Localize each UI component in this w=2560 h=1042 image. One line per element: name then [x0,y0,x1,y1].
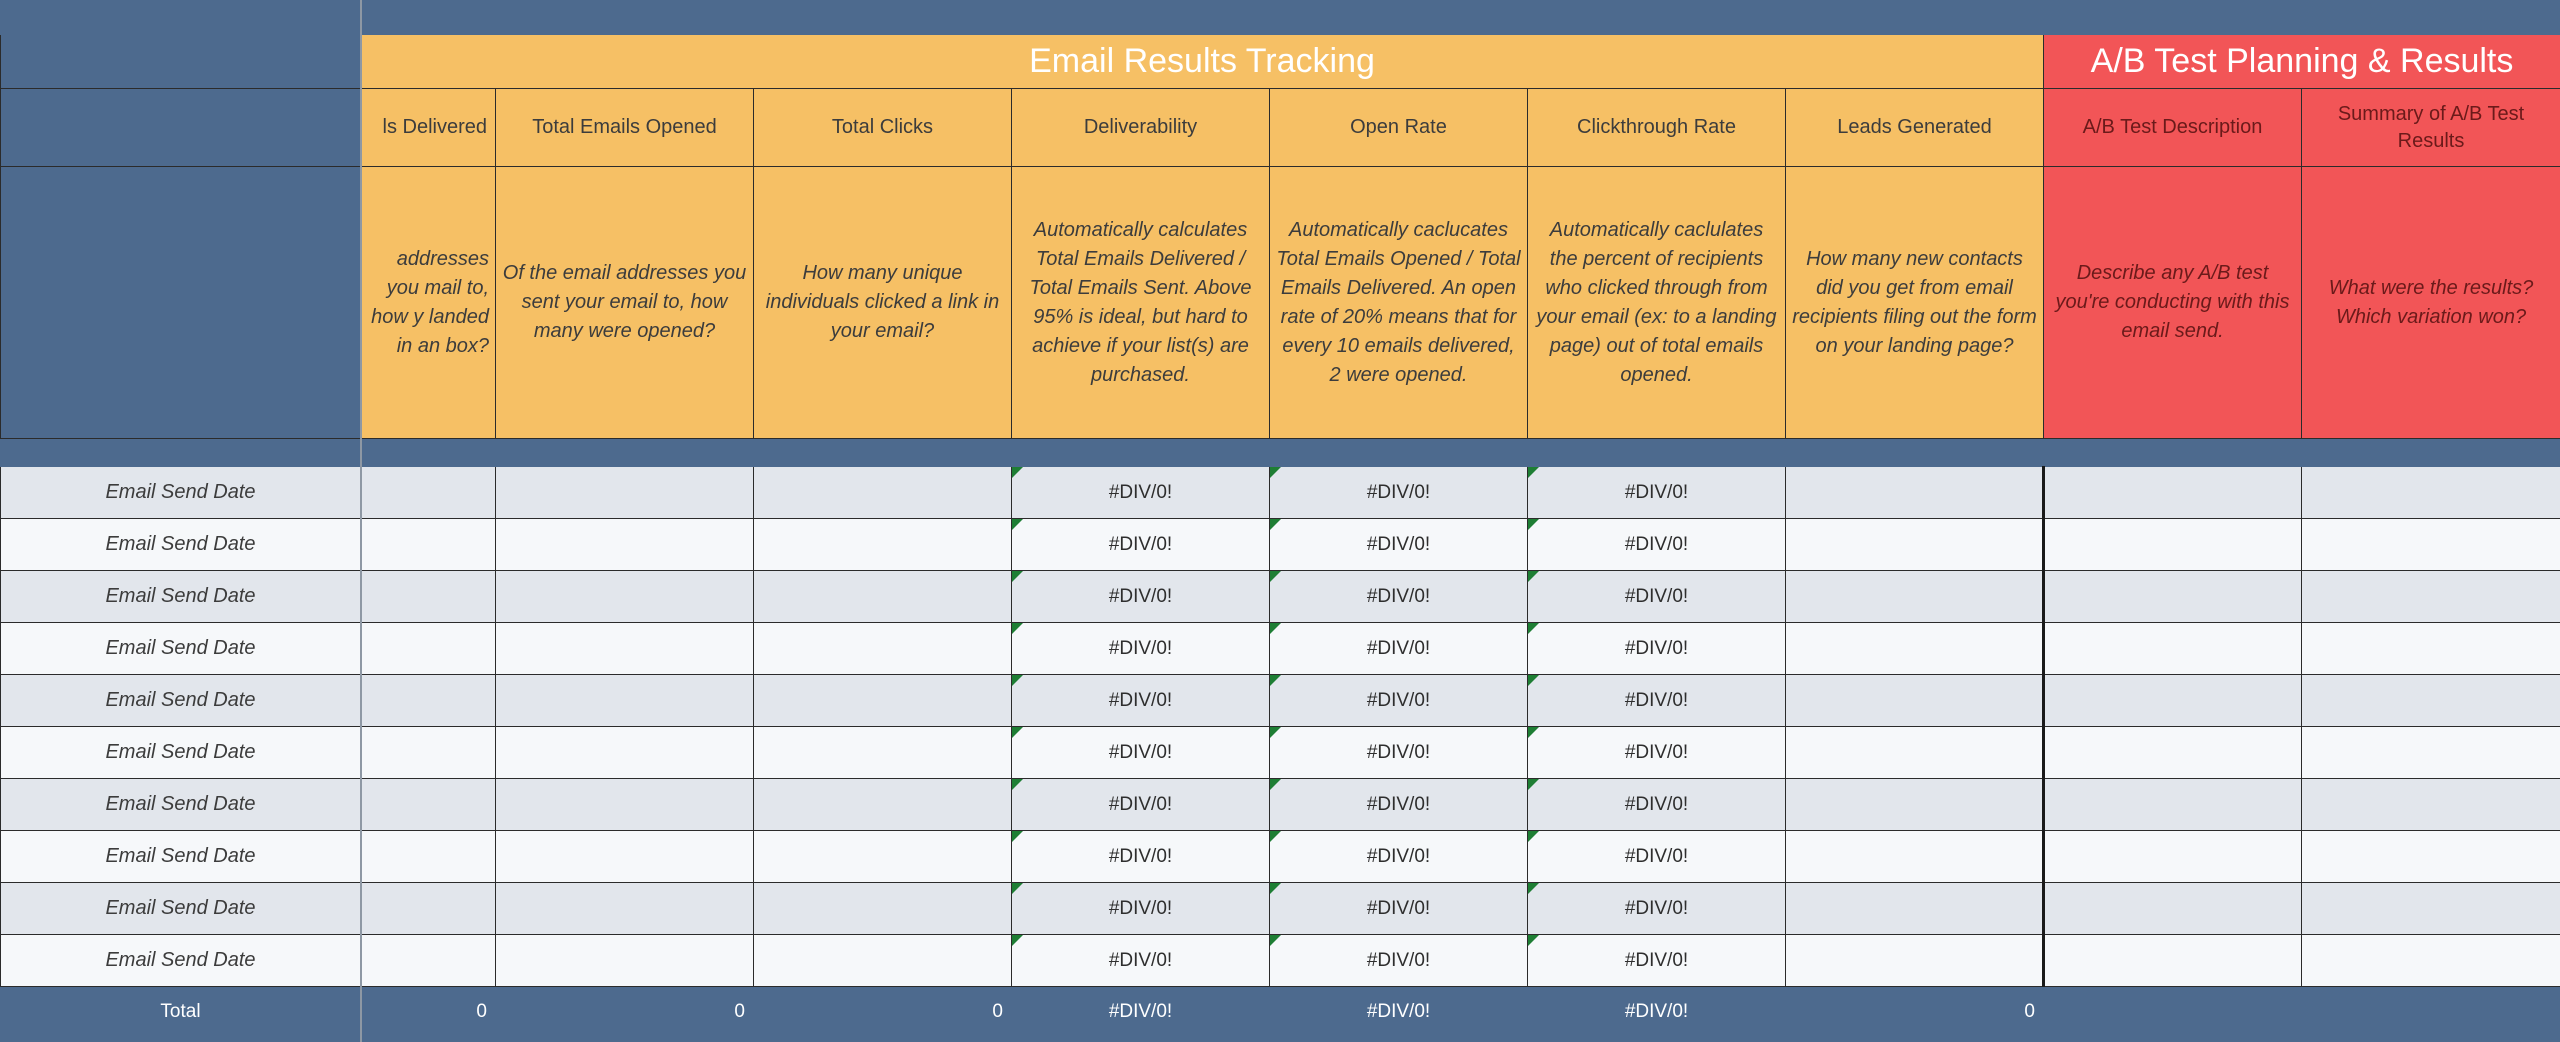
table-row [1,883,2560,935]
total-leads-generated[interactable]: 0 [1786,987,2044,1037]
formula-comment-marker-icon [1270,519,1281,530]
cell-total-clicks[interactable] [754,623,1012,675]
total-emails-opened[interactable]: 0 [496,987,754,1037]
formula-value: #DIV/0! [1108,689,1173,711]
cell-deliverability[interactable] [1012,831,1270,883]
cell-emails-delivered[interactable] [361,467,496,519]
cell-total-clicks[interactable] [754,467,1012,519]
cell-ab-summary[interactable] [2302,571,2560,623]
cell-emails-delivered[interactable] [361,883,496,935]
cell-total-clicks[interactable] [754,675,1012,727]
cell-leads-generated[interactable] [1786,571,2044,623]
formula-comment-marker-icon [1270,935,1281,946]
cell-total-clicks[interactable] [754,571,1012,623]
formula-comment-marker-icon [1270,467,1281,478]
formula-value: #DIV/0! [1624,481,1689,503]
cell-leads-generated[interactable] [1786,519,2044,571]
cell-open-rate[interactable] [1270,779,1528,831]
formula-comment-marker-icon [1012,571,1023,582]
total-label[interactable]: Total [1,987,361,1037]
header-emails-delivered[interactable]: ls Delivered [361,89,496,167]
formula-comment-marker-icon [1270,675,1281,686]
formula-comment-marker-icon [1012,519,1023,530]
cell-clickthrough-rate[interactable] [1528,519,1786,571]
cell-deliverability[interactable] [1012,779,1270,831]
table-row [1,727,2560,779]
cell-emails-delivered[interactable] [361,571,496,623]
cell-emails-delivered[interactable] [361,675,496,727]
formula-value: #DIV/0! [1624,845,1689,867]
cell-total-emails-opened[interactable] [496,883,754,935]
cell-deliverability[interactable] [1012,675,1270,727]
cell-emails-delivered[interactable] [361,779,496,831]
frozen-header-cell[interactable] [1,89,361,167]
cell-open-rate[interactable] [1270,675,1528,727]
desc-total-clicks[interactable]: How many unique individuals clicked a link in your email? [754,167,1012,439]
formula-value: #DIV/0! [1366,741,1431,763]
email-send-date-cell[interactable]: Email Send Date [1,571,361,623]
table-row [1,675,2560,727]
description-row [1,167,2560,439]
cell-total-emails-opened[interactable] [496,935,754,987]
cell-deliverability[interactable] [1012,623,1270,675]
cell-total-emails-opened[interactable] [496,623,754,675]
cell-ab-description[interactable] [2044,935,2302,987]
formula-comment-marker-icon [1528,831,1539,842]
cell-total-emails-opened[interactable] [496,519,754,571]
formula-comment-marker-icon [1528,571,1539,582]
formula-comment-marker-icon [1528,935,1539,946]
frozen-description-cell[interactable] [1,167,361,439]
formula-value: #DIV/0! [1108,481,1173,503]
cell-total-emails-opened[interactable] [496,831,754,883]
formula-value: #DIV/0! [1108,897,1173,919]
formula-comment-marker-icon [1012,675,1023,686]
cell-deliverability[interactable] [1012,467,1270,519]
email-send-date-cell[interactable]: Email Send Date [1,727,361,779]
cell-open-rate[interactable] [1270,831,1528,883]
spacer-row [1,439,2560,467]
cell-leads-generated[interactable] [1786,623,2044,675]
desc-emails-delivered[interactable]: addresses you mail to, how y landed in an box? [361,167,496,439]
cell-ab-summary[interactable] [2302,727,2560,779]
formula-value: #DIV/0! [1624,949,1689,971]
formula-value: #DIV/0! [1108,845,1173,867]
cell-total-emails-opened[interactable] [496,779,754,831]
cell-ab-summary[interactable] [2302,467,2560,519]
formula-comment-marker-icon [1270,831,1281,842]
header-total-clicks[interactable]: Total Clicks [754,89,1012,167]
cell-total-emails-opened[interactable] [496,727,754,779]
cell-clickthrough-rate[interactable] [1528,727,1786,779]
formula-comment-marker-icon [1528,467,1539,478]
formula-comment-marker-icon [1270,571,1281,582]
formula-comment-marker-icon [1528,519,1539,530]
formula-comment-marker-icon [1528,675,1539,686]
formula-comment-marker-icon [1270,779,1281,790]
cell-ab-description[interactable] [2044,779,2302,831]
cell-clickthrough-rate[interactable] [1528,675,1786,727]
cell-clickthrough-rate[interactable] [1528,467,1786,519]
total-deliverability[interactable]: #DIV/0! [1012,987,1270,1037]
cell-total-clicks[interactable] [754,779,1012,831]
top-bar [1,1,2560,35]
formula-value: #DIV/0! [1366,533,1431,555]
formula-value: #DIV/0! [1108,793,1173,815]
cell-ab-description[interactable] [2044,883,2302,935]
formula-comment-marker-icon [1528,883,1539,894]
cell-total-emails-opened[interactable] [496,571,754,623]
table-row [1,467,2560,519]
total-open-rate[interactable]: #DIV/0! [1270,987,1528,1037]
header-clickthrough-rate[interactable]: Clickthrough Rate [1528,89,1786,167]
cell-ab-summary[interactable] [2302,935,2560,987]
cell-leads-generated[interactable] [1786,467,2044,519]
formula-value: #DIV/0! [1366,689,1431,711]
cell-total-clicks[interactable] [754,935,1012,987]
formula-comment-marker-icon [1012,779,1023,790]
email-send-date-cell[interactable]: Email Send Date [1,935,361,987]
formula-comment-marker-icon [1012,883,1023,894]
cell-open-rate[interactable] [1270,623,1528,675]
formula-value: #DIV/0! [1108,637,1173,659]
cell-leads-generated[interactable] [1786,675,2044,727]
cell-open-rate[interactable] [1270,571,1528,623]
cell-deliverability[interactable] [1012,519,1270,571]
cell-ab-summary[interactable] [2302,623,2560,675]
cell-total-emails-opened[interactable] [496,467,754,519]
formula-value: #DIV/0! [1366,793,1431,815]
formula-value: #DIV/0! [1108,949,1173,971]
formula-value: #DIV/0! [1624,689,1689,711]
section-title-row [1,35,2560,89]
email-send-date-cell[interactable]: Email Send Date [1,519,361,571]
cell-deliverability[interactable] [1012,883,1270,935]
header-deliverability[interactable]: Deliverability [1012,89,1270,167]
email-send-date-cell[interactable]: Email Send Date [1,675,361,727]
formula-comment-marker-icon [1528,623,1539,634]
cell-deliverability[interactable] [1012,727,1270,779]
formula-value: #DIV/0! [1624,897,1689,919]
header-leads-generated[interactable]: Leads Generated [1786,89,2044,167]
formula-value: #DIV/0! [1366,481,1431,503]
cell-ab-summary[interactable] [2302,883,2560,935]
cell-emails-delivered[interactable] [361,623,496,675]
header-open-rate[interactable]: Open Rate [1270,89,1528,167]
cell-total-clicks[interactable] [754,883,1012,935]
formula-comment-marker-icon [1012,727,1023,738]
email-results-tracking-title[interactable]: Email Results Tracking [361,35,2044,89]
desc-deliverability[interactable]: Automatically calculates Total Emails Delivered / Total Emails Sent. Above 95% is ideal, but hard to achieve if your list(s) are purchased. [1012,167,1270,439]
cell-open-rate[interactable] [1270,883,1528,935]
cell-emails-delivered[interactable] [361,935,496,987]
cell-clickthrough-rate[interactable] [1528,623,1786,675]
cell-total-emails-opened[interactable] [496,675,754,727]
formula-value: #DIV/0! [1108,741,1173,763]
desc-leads-generated[interactable]: How many new contacts did you get from email recipients filing out the form on your landing page? [1786,167,2044,439]
frozen-pane-divider[interactable] [360,0,362,1042]
table-row [1,623,2560,675]
cell-emails-delivered[interactable] [361,519,496,571]
email-send-date-cell[interactable]: Email Send Date [1,883,361,935]
desc-clickthrough-rate[interactable]: Automatically caclulates the percent of recipients who clicked through from your email (ex: to a landing page) out of total emails opened. [1528,167,1786,439]
total-ab-summary[interactable] [2302,987,2560,1037]
cell-clickthrough-rate[interactable] [1528,935,1786,987]
email-send-date-cell[interactable]: Email Send Date [1,623,361,675]
cell-leads-generated[interactable] [1786,727,2044,779]
cell-leads-generated[interactable] [1786,779,2044,831]
total-emails-delivered[interactable]: 0 [361,987,496,1037]
cell-ab-description[interactable] [2044,727,2302,779]
formula-value: #DIV/0! [1366,637,1431,659]
formula-value: #DIV/0! [1108,585,1173,607]
cell-ab-description[interactable] [2044,519,2302,571]
formula-comment-marker-icon [1270,883,1281,894]
desc-ab-test-description[interactable]: Describe any A/B test you're conducting with this email send. [2044,167,2302,439]
cell-clickthrough-rate[interactable] [1528,831,1786,883]
cell-leads-generated[interactable] [1786,831,2044,883]
cell-ab-description[interactable] [2044,623,2302,675]
ab-test-title[interactable]: A/B Test Planning & Results [2044,35,2560,89]
formula-value: #DIV/0! [1366,585,1431,607]
desc-open-rate[interactable]: Automatically caclucates Total Emails Opened / Total Emails Delivered. An open rate of 20% means that for every 10 emails delivered, 2 were opened. [1270,167,1528,439]
cell-deliverability[interactable] [1012,571,1270,623]
total-row [1,987,2560,1037]
formula-value: #DIV/0! [1366,897,1431,919]
cell-deliverability[interactable] [1012,935,1270,987]
formula-comment-marker-icon [1528,779,1539,790]
table-row [1,935,2560,987]
email-send-date-cell[interactable]: Email Send Date [1,779,361,831]
total-clickthrough-rate[interactable]: #DIV/0! [1528,987,1786,1037]
cell-clickthrough-rate[interactable] [1528,883,1786,935]
cell-emails-delivered[interactable] [361,831,496,883]
formula-comment-marker-icon [1012,623,1023,634]
table-row [1,571,2560,623]
formula-comment-marker-icon [1528,727,1539,738]
total-ab-description[interactable] [2044,987,2302,1037]
top-bar-row [1,1,2560,35]
spacer-cell [1,439,2560,467]
table-row [1,519,2560,571]
cell-ab-description[interactable] [2044,831,2302,883]
cell-open-rate[interactable] [1270,519,1528,571]
cell-leads-generated[interactable] [1786,883,2044,935]
cell-ab-summary[interactable] [2302,831,2560,883]
header-total-emails-opened[interactable]: Total Emails Opened [496,89,754,167]
cell-emails-delivered[interactable] [361,727,496,779]
desc-ab-test-summary[interactable]: What were the results? Which variation won? [2302,167,2560,439]
formula-value: #DIV/0! [1624,793,1689,815]
frozen-title-cell[interactable] [1,35,361,89]
cell-total-clicks[interactable] [754,519,1012,571]
cell-ab-description[interactable] [2044,571,2302,623]
cell-open-rate[interactable] [1270,727,1528,779]
formula-comment-marker-icon [1012,467,1023,478]
formula-value: #DIV/0! [1108,533,1173,555]
table-row [1,831,2560,883]
cell-total-clicks[interactable] [754,831,1012,883]
cell-leads-generated[interactable] [1786,935,2044,987]
formula-value: #DIV/0! [1624,585,1689,607]
formula-value: #DIV/0! [1624,741,1689,763]
cell-clickthrough-rate[interactable] [1528,571,1786,623]
formula-comment-marker-icon [1012,831,1023,842]
formula-value: #DIV/0! [1366,845,1431,867]
header-ab-test-summary[interactable]: Summary of A/B Test Results [2302,89,2560,167]
formula-value: #DIV/0! [1366,949,1431,971]
cell-ab-description[interactable] [2044,675,2302,727]
formula-value: #DIV/0! [1624,637,1689,659]
formula-comment-marker-icon [1270,727,1281,738]
cell-clickthrough-rate[interactable] [1528,779,1786,831]
column-header-row [1,89,2560,167]
cell-open-rate[interactable] [1270,935,1528,987]
formula-comment-marker-icon [1012,935,1023,946]
cell-ab-summary[interactable] [2302,779,2560,831]
total-clicks[interactable]: 0 [754,987,1012,1037]
email-send-date-cell[interactable]: Email Send Date [1,831,361,883]
desc-total-emails-opened[interactable]: Of the email addresses you sent your email to, how many were opened? [496,167,754,439]
header-ab-test-description[interactable]: A/B Test Description [2044,89,2302,167]
cell-total-clicks[interactable] [754,727,1012,779]
data-rows [1,467,2560,987]
table-row [1,779,2560,831]
email-send-date-cell[interactable]: Email Send Date [1,467,361,519]
formula-value: #DIV/0! [1624,533,1689,555]
cell-open-rate[interactable] [1270,467,1528,519]
cell-ab-description[interactable] [2044,467,2302,519]
formula-comment-marker-icon [1270,623,1281,634]
cell-ab-summary[interactable] [2302,675,2560,727]
cell-ab-summary[interactable] [2302,519,2560,571]
